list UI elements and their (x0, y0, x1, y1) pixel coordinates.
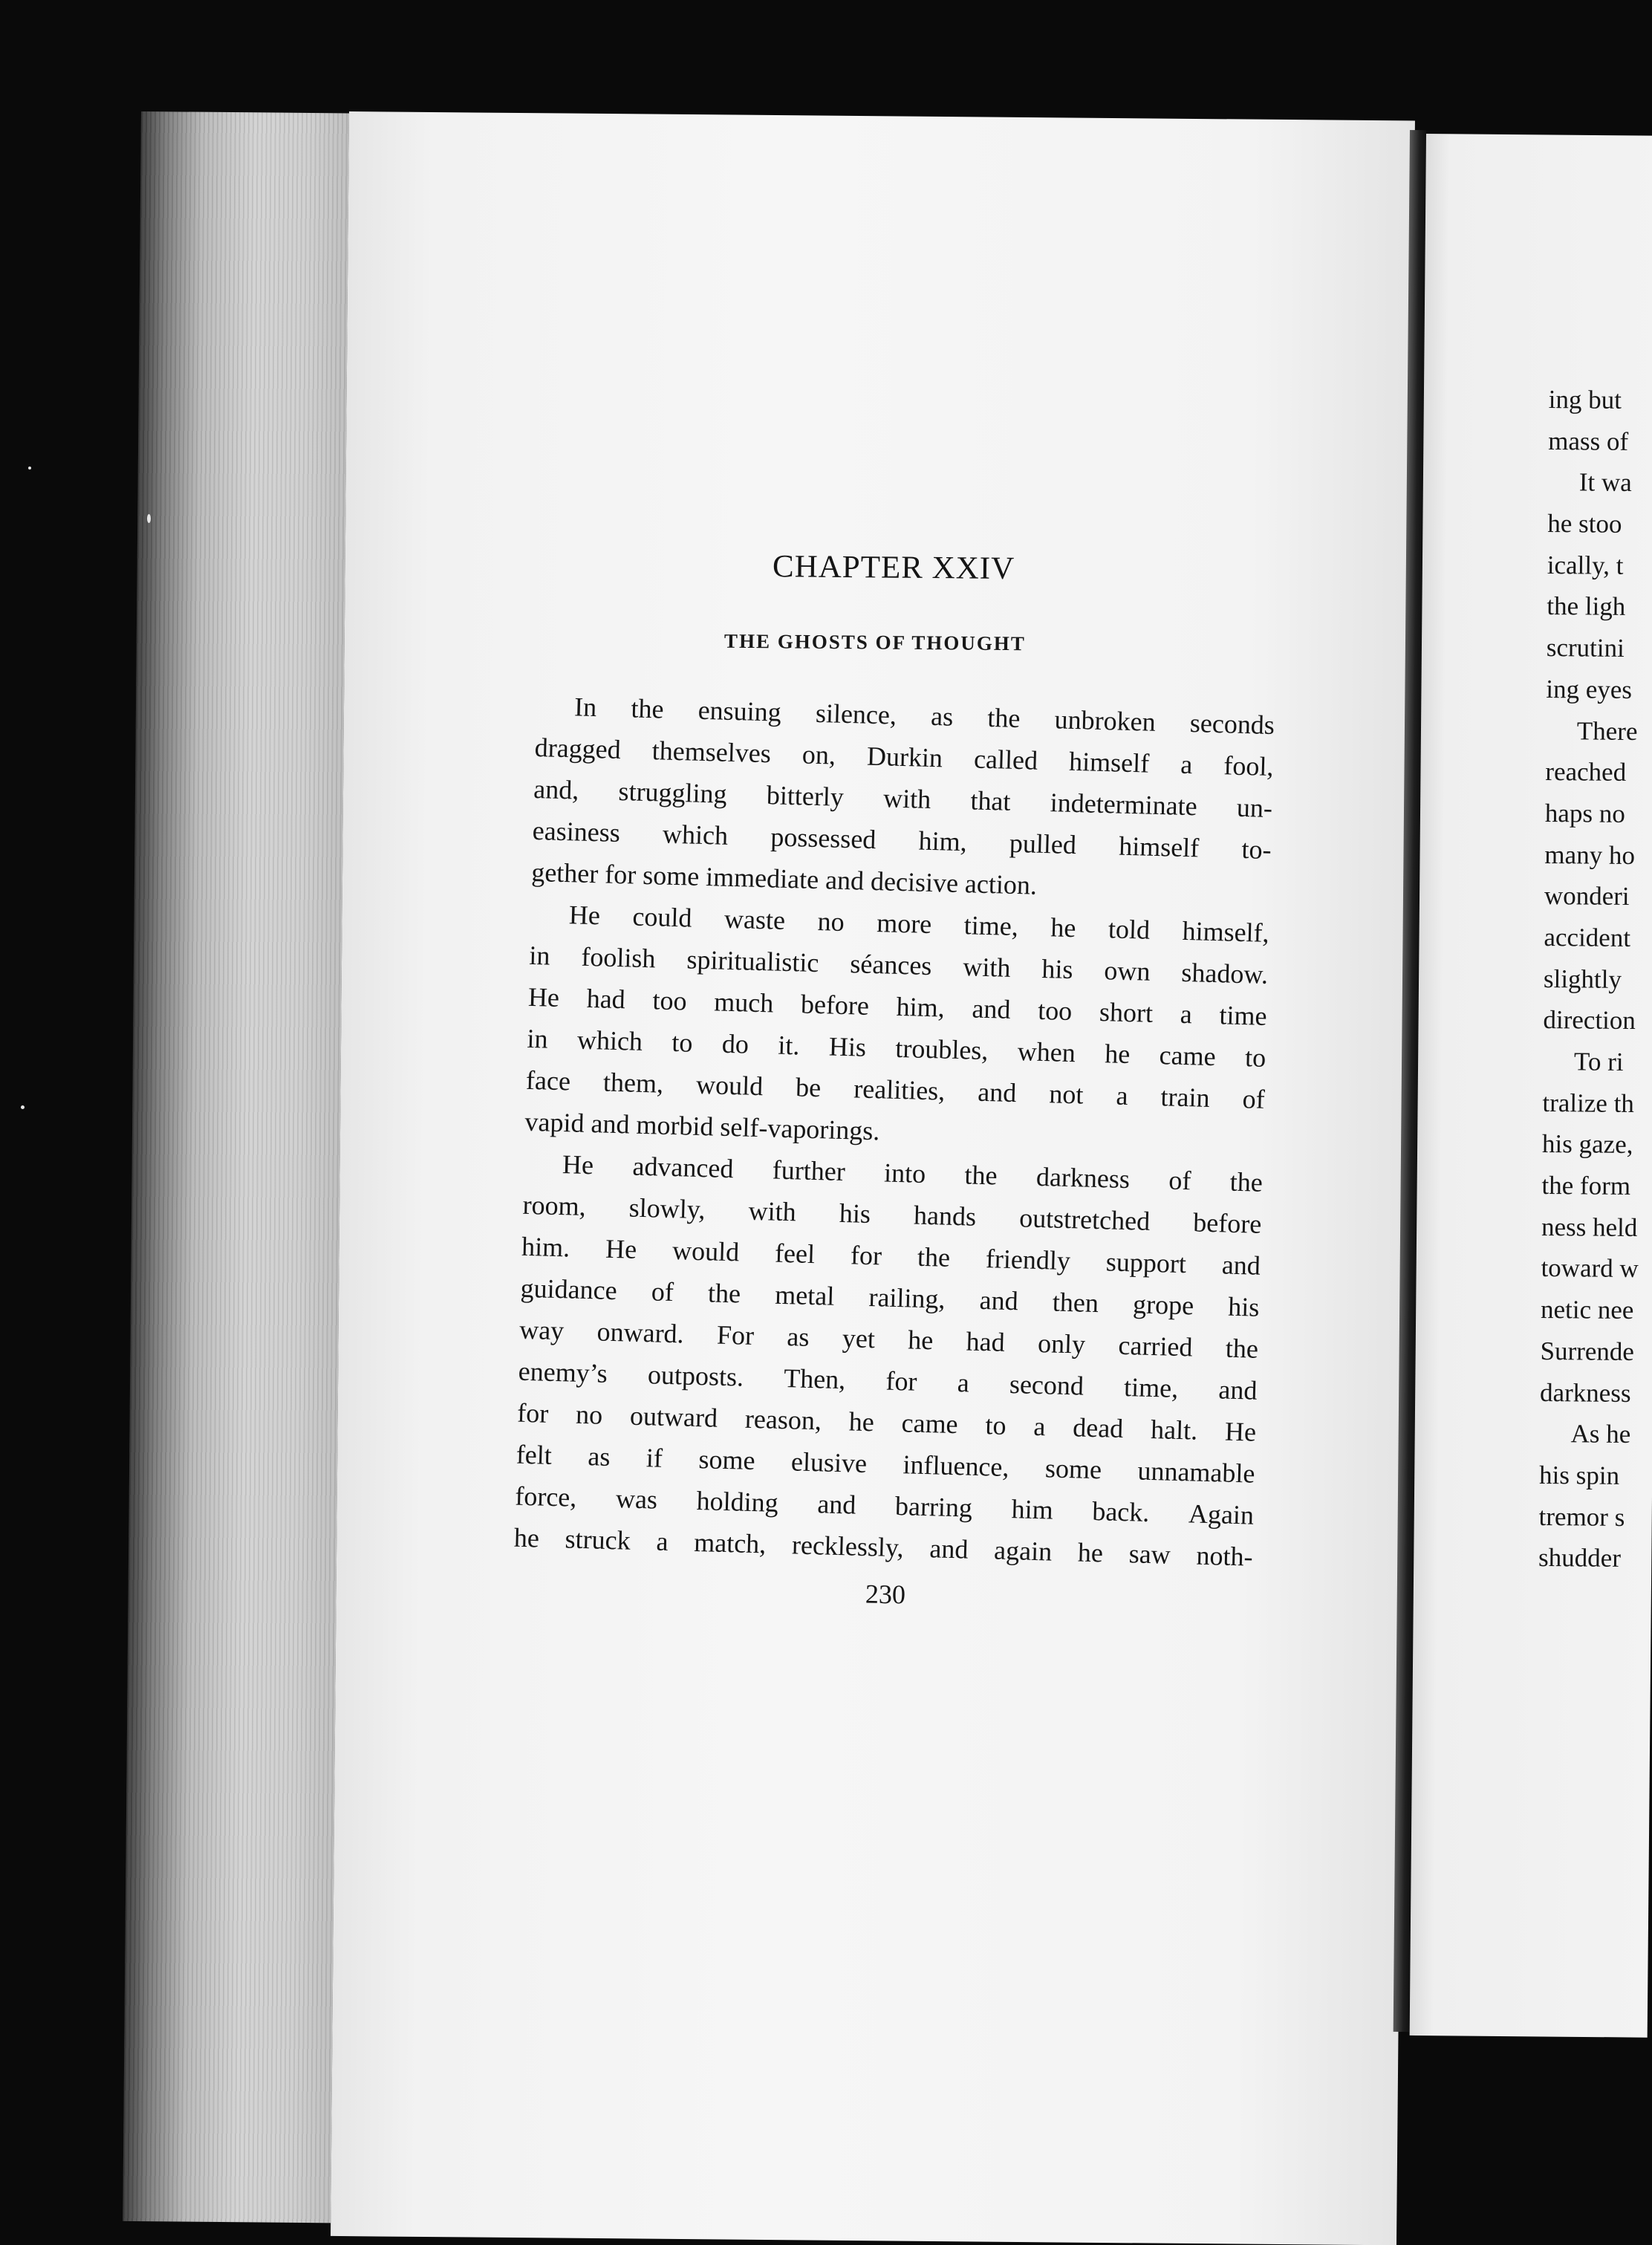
text-line: gether for some immediate and decisive action. (530, 857, 1038, 900)
text-line: his gaze, (1541, 1129, 1633, 1160)
text-line: toward w (1541, 1253, 1639, 1284)
text-line: he stoo (1547, 509, 1622, 539)
text-line: the ligh (1547, 591, 1626, 622)
text-line: He advanced further into the darkness of the (562, 1149, 1264, 1198)
text-line: slightly (1543, 964, 1622, 994)
text-line: It wa (1578, 467, 1632, 498)
text-line: To ri (1573, 1047, 1624, 1076)
text-line: ness held (1541, 1212, 1638, 1242)
text-line: ing eyes (1546, 674, 1633, 704)
text-line: he struck a match, recklessly, and again he saw noth- (513, 1522, 1254, 1572)
text-line: accident (1544, 922, 1631, 952)
text-line: wonderi (1544, 881, 1630, 912)
text-line: mass of (1548, 426, 1629, 456)
text-line: darkness (1539, 1377, 1631, 1408)
text-line: dragged themselves on, Durkin called himself a fool, (534, 732, 1274, 782)
text-line: enemy’s outposts. Then, for a second time, and (518, 1356, 1258, 1406)
text-line: scrutini (1546, 633, 1625, 663)
text-line: As he (1570, 1419, 1631, 1449)
text-line: force, was holding and barring him back. Again (514, 1481, 1255, 1530)
text-line: and, struggling bitterly with that indeterminate un- (533, 773, 1273, 823)
dust-speck (21, 1105, 25, 1109)
page-number: 230 (865, 1579, 906, 1610)
left-page-body (513, 685, 1275, 1578)
text-line: In the ensuing silence, as the unbroken seconds (573, 692, 1275, 741)
text-line: in which to do it. His troubles, when he came to (527, 1023, 1266, 1073)
text-line: direction (1543, 1005, 1636, 1036)
text-line: tremor s (1538, 1501, 1625, 1532)
text-line: reached (1545, 757, 1627, 787)
text-line: him. He would feel for the friendly support and (521, 1231, 1261, 1281)
text-line: many ho (1544, 839, 1636, 870)
text-line: his spin (1538, 1460, 1620, 1490)
page-edges (123, 111, 349, 2223)
chapter-heading: CHAPTER XXIV (772, 549, 1015, 587)
text-line: ically, t (1547, 550, 1624, 580)
text-line: netic nee (1540, 1295, 1634, 1325)
text-line: shudder (1538, 1543, 1622, 1573)
text-line: There (1576, 715, 1638, 746)
text-line: guidance of the metal railing, and then grope his (520, 1273, 1260, 1322)
text-line: face them, would be realities, and not a train of (525, 1065, 1266, 1114)
chapter-title: THE GHOSTS OF THOUGHT (723, 629, 1026, 655)
right-page-body (1538, 379, 1652, 1580)
text-line: room, slowly, with his hands outstretched before (522, 1189, 1262, 1239)
text-line: Surrende (1540, 1336, 1635, 1366)
dust-speck (28, 467, 31, 470)
text-line: haps no (1544, 798, 1625, 828)
text-line: He could waste no more time, he told himself, (568, 900, 1270, 948)
text-line: tralize th (1542, 1088, 1635, 1118)
text-line: felt as if some elusive influence, some unnamable (516, 1439, 1255, 1489)
text-line: the form (1541, 1171, 1631, 1201)
text-line: vapid and morbid self-vaporings. (524, 1106, 880, 1146)
text-line: for no outward reason, he came to a dead halt. He (516, 1397, 1257, 1447)
text-line: way onward. For as yet he had only carried the (518, 1314, 1259, 1364)
text-line: ing but (1548, 384, 1622, 415)
text-line: in foolish spiritualistic séances with his own shadow. (528, 940, 1269, 990)
text-line: easiness which possessed him, pulled himself to- (532, 815, 1272, 865)
dust-speck (147, 514, 151, 523)
text-line: He had too much before him, and too short a time (527, 981, 1268, 1031)
